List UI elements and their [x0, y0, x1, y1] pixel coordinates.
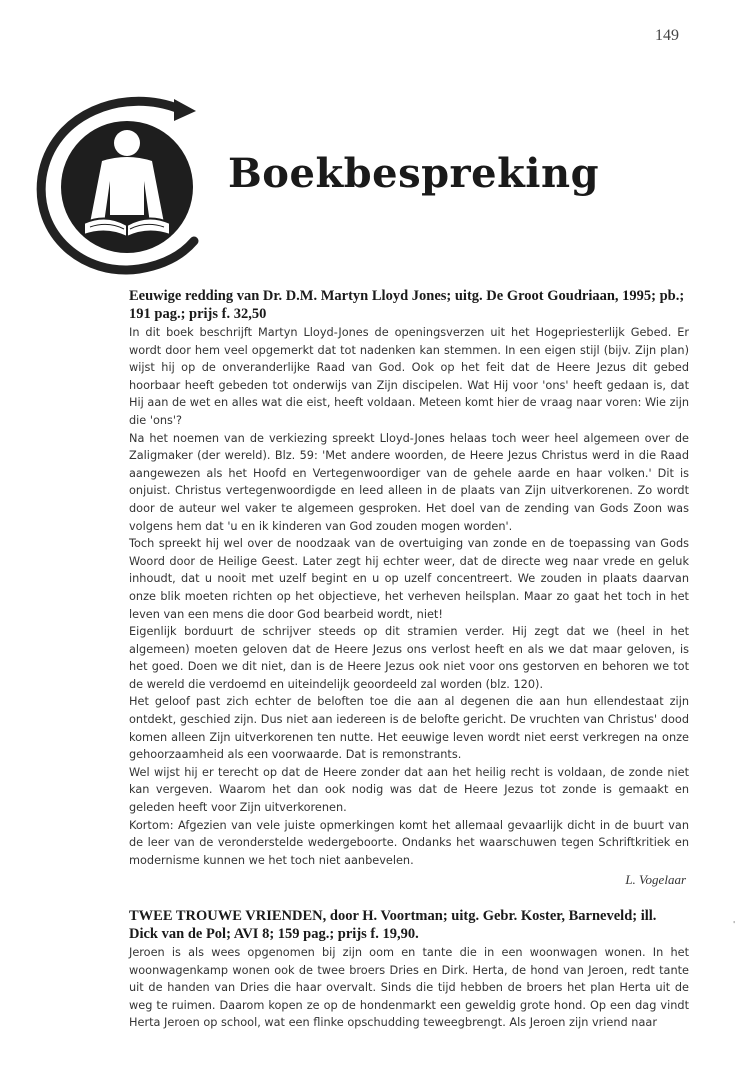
review-heading: Eeuwige redding van Dr. D.M. Martyn Lloyd Jones; uitg. De Groot Goudriaan, 1995; pb.; 191 pag.; prijs f. 32,50	[129, 288, 685, 322]
review-paragraph: Eigenlijk borduurt de schrijver steeds op dit stramien verder. Hij zegt dat we (heel in het algemeen) moeten geloven dat de Heere Jezus ons verlost heeft en als we dat maar geloven, is het goed. Doen we dit niet, dan is de Heere Jezus ook niet voor ons gestorven en behoren we tot de wereld die verdoemd en uiteindelijk geoordeeld zal worden (blz. 120).	[129, 625, 689, 691]
section-title: Boekbespreking	[228, 150, 600, 197]
review-paragraph: Toch spreekt hij wel over de noodzaak van de overtuiging van zonde en de toepassing van Gods Woord door de Heilige Geest. Later zegt hij echter weer, dat de directe weg naar vrede en geluk inhoudt, dat u nooit met uzelf begint en u op uzelf concentreert. We zouden in plaats daarvan onze blik moeten richten op het objectieve, het verheven heilsplan. Maar zo gaat het toch in het leven van een mens die door God bearbeid wordt, niet!	[129, 537, 689, 621]
reading-person-icon	[24, 95, 224, 275]
review-paragraph: Wel wijst hij er terecht op dat de Heere zonder dat aan het heilig recht is voldaan, de zonde niet kan vergeven. Waarom het dan ook nodig was dat de Heere Jezus tot zonde is gemaakt en geleden heeft voor Zijn uitverkorenen.	[129, 765, 689, 815]
review-author: L. Vogelaar	[625, 872, 686, 888]
review-paragraph: Het geloof past zich echter de beloften toe die aan al degenen die aan hun ellendestaat zijn ontdekt, geschied zijn. Dus niet aan iedereen is de belofte gericht. De vruchten van Christus' dood komen alleen Zijn uitverkorenen ten nutte. Het eeuwige leven wordt niet eerst verkregen na onze gehoorzaamheid als een voorwaarde. Dat is remonstrants.	[129, 695, 689, 762]
review-paragraph: In dit boek beschrijft Martyn Lloyd-Jones de openingsverzen uit het Hogepriesterlijk Gebed. Er wordt door hem veel opgemerkt dat tot nadenken kan stemmen. In een eigen stijl (bijv. Zijn plan) wijst hij op de onveranderlijke Raad van God. Ook op het feit dat de Heere Jezus dit gebed hoorbaar heeft gebeden tot onderwijs van Zijn discipelen. Wat Hij voor 'ons' heeft gedaan is, dat Hij aan de wet en alles wat die eist, heeft voldaan. Meteen komt hier de vraag naar voren: Wie zijn die 'ons'?	[129, 326, 689, 427]
review-paragraph: Na het noemen van de verkiezing spreekt Lloyd-Jones helaas toch weer heel algemeen over de Zaligmaker (der wereld). Blz. 59: 'Met andere woorden, de Heere Jezus Christus werd in die Raad aangewezen als het Hoofd en Vertegenwoordiger van de gehele aarde en haar volken.' Dit is onjuist. Christus vertegenwoordigde en leed alleen in de plaats van Zijn uitverkorenen. Zo wordt door de auteur wel vaker te algemeen gesproken. Het doel van de zending van Gods Zoon was volgens hem dat 'u en ik kinderen van God zouden mogen worden'.	[129, 431, 689, 533]
review-paragraph: Jeroen is als wees opgenomen bij zijn oom en tante die in een woonwagen wonen. In het woonwagenkamp wonen ook de twee broers Dries en Dirk. Herta, de hond van Jeroen, redt tante uit de handen van Dries die haar overvalt. Sinds die tijd hebben de broers het plan Herta uit de weg te ruimen. Daarom kopen ze op de hondenmarkt een geweldig grote hond. Op een dag vindt Herta Jeroen op school, wat een flinke opschudding teweegbrengt. Als Jeroen zijn vriend naar	[129, 946, 689, 1030]
review-2	[129, 907, 689, 1032]
page-number: 149	[655, 27, 679, 44]
review-1	[129, 287, 689, 889]
review-paragraph: Kortom: Afgezien van vele juiste opmerkingen komt het allemaal gevaarlijk dicht in de buurt van de leer van de veronderstelde wedergeboorte. Ondanks het waarschuwen tegen Schriftkritiek en modernisme kunnen we het toch niet aanbevelen.	[129, 818, 689, 867]
review-heading: TWEE TROUWE VRIENDEN, door H. Voortman; uitg. Gebr. Koster, Barneveld; ill. Dick van de Pol; AVI 8; 159 pag.; prijs f. 19,90.	[129, 908, 657, 942]
margin-mark: '	[733, 920, 736, 929]
